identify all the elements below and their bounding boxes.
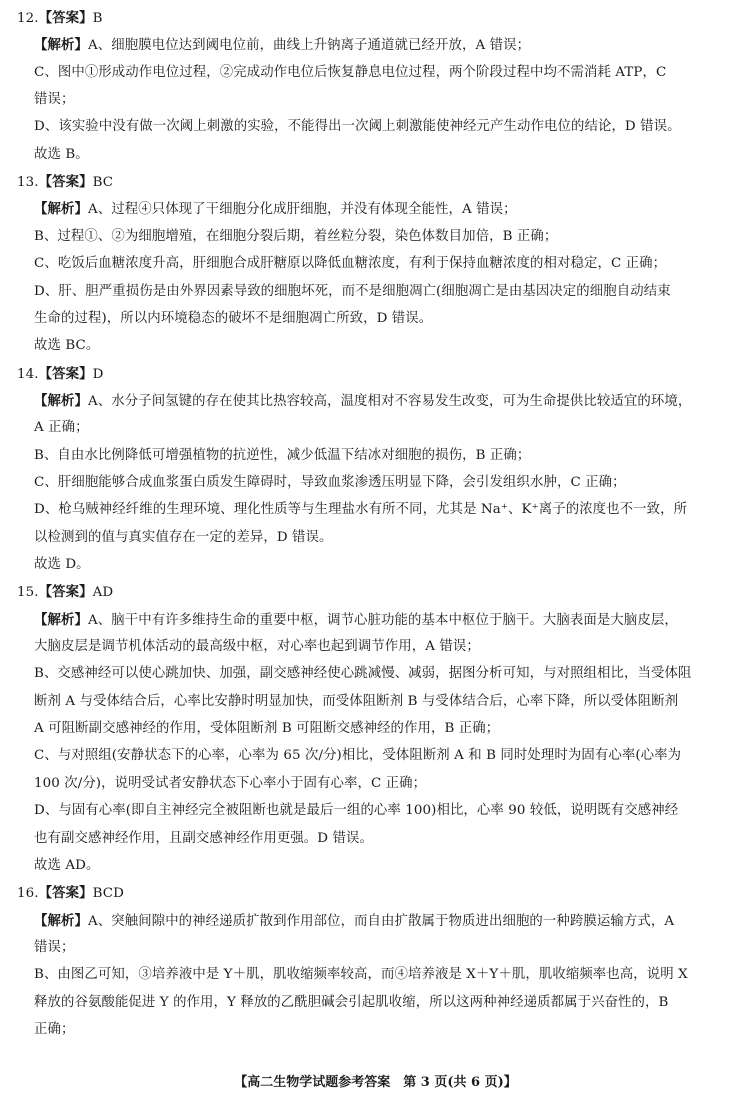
question-number: 12. — [17, 11, 39, 26]
answer-tag: 【答案】 — [38, 885, 93, 902]
analysis-line: B、由图乙可知，③培养液中是 Y＋肌，肌收缩频率较高，而④培养液是 X＋Y＋肌，肌收缩频率也高，说明 X — [34, 967, 688, 983]
analysis-line: 错误； — [34, 939, 75, 955]
analysis-tag: 【解析】 — [34, 611, 88, 628]
analysis-line: 100 次/分)，说明受试者安静状态下心率小于固有心率，C 正确； — [34, 775, 427, 791]
question-number: 14. — [17, 366, 39, 382]
question-header — [17, 582, 113, 603]
analysis-text: A、突触间隙中的神经递质扩散到作用部位，而自由扩散属于物质进出细胞的一种跨膜运输方式，A — [87, 913, 675, 929]
analysis-line: 大脑皮层是调节机体活动的最高级中枢，对心率也起到调节作用，A 错误； — [34, 639, 480, 655]
question-header — [17, 8, 103, 29]
analysis-line: 释放的谷氨酸能促进 Y 的作用，Y 释放的乙酰胆碱会引起肌收缩，所以这两种神经递质都属于兴奋性的，B — [34, 994, 669, 1010]
analysis-line-first — [34, 199, 517, 220]
analysis-text: A、脑干中有许多维持生命的重要中枢，调节心脏功能的基本中枢位于脑干。大脑表面是大脑皮层， — [87, 612, 678, 628]
answer-value: B — [92, 11, 103, 26]
analysis-line: 以检测到的值与真实值存在一定的差异，D 错误。 — [34, 529, 333, 545]
answer-value: BCD — [92, 886, 124, 902]
analysis-line: 正确； — [34, 1021, 75, 1037]
analysis-line: C、吃饭后血糖浓度升高，肝细胞合成肝糖原以降低血糖浓度，有利于保持血糖浓度的相对稳定，C 正确； — [34, 256, 667, 272]
question-header — [17, 364, 103, 385]
page-footer: 【高二生物学试题参考答案 第 3 页(共 6 页)】 — [234, 1075, 517, 1090]
analysis-line: 故选 D。 — [34, 557, 90, 572]
question-number: 16. — [17, 886, 39, 902]
answer-tag: 【答案】 — [38, 584, 93, 601]
question-number: 13. — [17, 175, 39, 191]
answer-value: AD — [92, 585, 114, 601]
answer-tag: 【答案】 — [38, 10, 93, 26]
analysis-tag: 【解析】 — [34, 201, 88, 218]
analysis-line: 断剂 A 与受体结合后，心率比安静时明显加快，而受体阻断剂 B 与受体结合后，心率下降，所以受体阻断剂 — [34, 693, 679, 709]
answer-value: BC — [92, 175, 114, 191]
analysis-text: A、水分子间氢键的存在使其比热容较高，温度相对不容易发生改变，可为生命提供比较适宜的环境， — [87, 393, 692, 409]
question-header — [17, 172, 113, 193]
analysis-line: B、自由水比例降低可增强植物的抗逆性，减少低温下结冰对细胞的损伤，B 正确； — [34, 447, 531, 463]
question-header — [17, 883, 124, 904]
analysis-line: 故选 B。 — [34, 146, 89, 162]
analysis-line: A 可阻断副交感神经的作用，受体阻断剂 B 可阻断交感神经的作用，B 正确； — [34, 721, 500, 737]
analysis-line: 生命的过程)，所以内环境稳态的破坏不是细胞凋亡所致，D 错误。 — [34, 310, 433, 326]
analysis-line: A 正确； — [34, 420, 89, 436]
analysis-line: C、与对照组(安静状态下的心率，心率为 65 次/分)相比，受体阻断剂 A 和 B 同时处理时为固有心率(心率为 — [34, 748, 682, 764]
analysis-line: 也有副交感神经作用，且副交感神经作用更强。D 错误。 — [34, 830, 373, 846]
analysis-text: A、过程④只体现了干细胞分化成肝细胞，并没有体现全能性，A 错误； — [87, 202, 517, 218]
analysis-line-first — [34, 391, 691, 412]
analysis-tag: 【解析】 — [34, 37, 88, 54]
answer-tag: 【答案】 — [38, 365, 93, 382]
question-number: 15. — [17, 585, 39, 601]
analysis-tag: 【解析】 — [34, 392, 88, 409]
analysis-line: 故选 BC。 — [34, 338, 100, 354]
analysis-line: 故选 AD。 — [34, 857, 100, 873]
analysis-line: 错误； — [34, 92, 75, 108]
analysis-line-first — [34, 610, 678, 631]
answer-value: D — [92, 366, 104, 382]
answer-tag: 【答案】 — [38, 174, 93, 191]
analysis-line: C、图中①形成动作电位过程，②完成动作电位后恢复静息电位过程，两个阶段过程中均不需消耗 ATP，C — [34, 64, 667, 80]
analysis-line-first — [34, 35, 530, 56]
analysis-tag: 【解析】 — [34, 912, 88, 929]
analysis-line: C、肝细胞能够合成血浆蛋白质发生障碍时，导致血浆渗透压明显下降，会引发组织水肿，C 正确； — [34, 474, 626, 490]
analysis-line: D、与固有心率(即自主神经完全被阻断也就是最后一组的心率 100)相比，心率 90 较低，说明既有交感神经 — [34, 803, 679, 819]
analysis-line-first — [34, 911, 674, 932]
analysis-line: B、过程①、②为细胞增殖，在细胞分裂后期，着丝粒分裂，染色体数目加倍，B 正确； — [34, 228, 558, 244]
analysis-line: B、交感神经可以使心跳加快、加强，副交感神经使心跳减慢、减弱，据图分析可知，与对照组相比，当受体阻 — [34, 666, 692, 682]
analysis-line: D、肝、胆严重损伤是由外界因素导致的细胞坏死，而不是细胞凋亡(细胞凋亡是由基因决定的细胞自动结束 — [34, 283, 671, 299]
analysis-text: A、细胞膜电位达到阈电位前，曲线上升钠离子通道就已经开放，A 错误； — [87, 38, 531, 54]
analysis-line: D、枪乌贼神经纤维的生理环境、理化性质等与生理盐水有所不同，尤其是 Na⁺、K⁺离子的浓度也不一致，所 — [34, 502, 688, 518]
analysis-line: D、该实验中没有做一次阈上刺激的实验，不能得出一次阈上刺激能使神经元产生动作电位的结论，D 错误。 — [34, 119, 681, 135]
